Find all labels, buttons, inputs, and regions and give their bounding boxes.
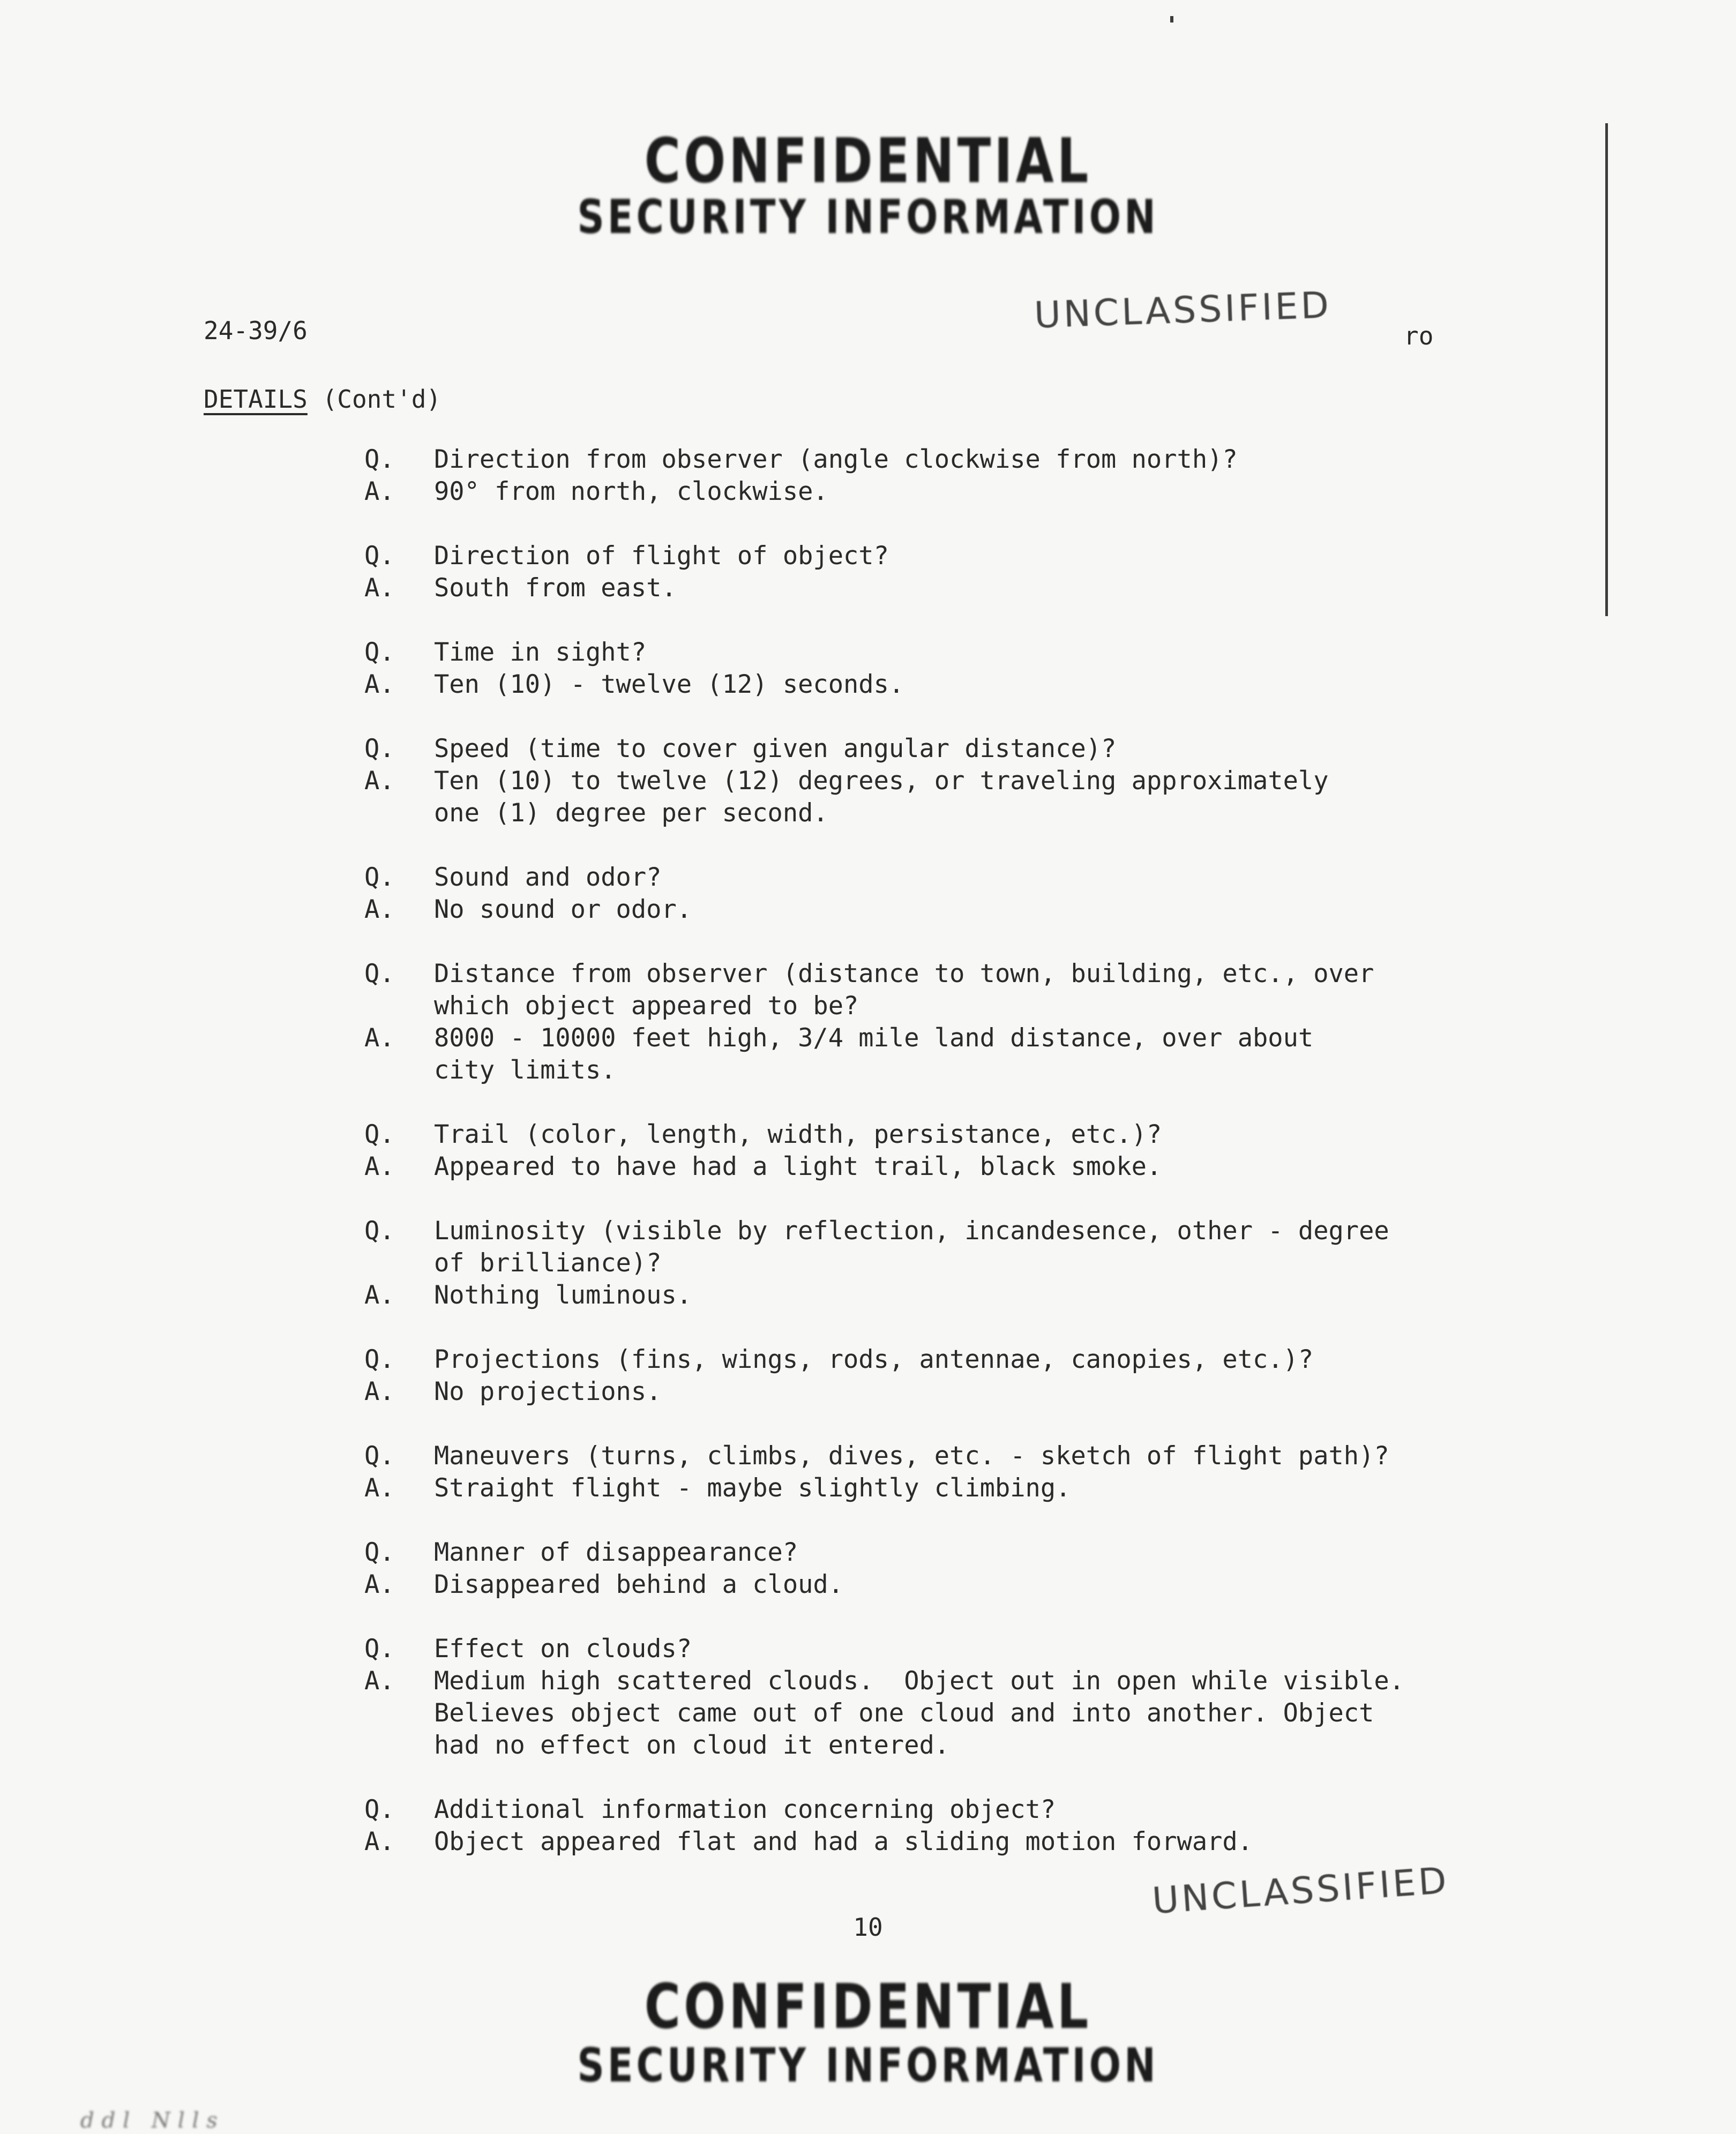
a-label: A. xyxy=(364,670,395,699)
question: Effect on clouds? xyxy=(434,1634,692,1664)
question: Distance from observer (distance to town, building, etc., over xyxy=(434,959,1374,989)
qa-item xyxy=(364,1440,1490,1504)
a-label: A. xyxy=(364,477,395,506)
section-title: DETAILS xyxy=(204,385,308,414)
a-label: A. xyxy=(364,1152,395,1181)
section-heading xyxy=(204,385,441,414)
qa-item xyxy=(364,444,1490,508)
question: Direction of flight of object? xyxy=(434,541,889,571)
qa-item xyxy=(364,1215,1490,1312)
qa-item xyxy=(364,637,1490,701)
qa-list xyxy=(364,444,1490,1890)
q-label: Q. xyxy=(364,1538,395,1567)
question: Additional information concerning object? xyxy=(434,1795,1056,1824)
answer: Straight flight - maybe slightly climbing. xyxy=(434,1473,1071,1503)
a-label: A. xyxy=(364,1377,395,1406)
qa-item xyxy=(364,733,1490,829)
answer: Ten (10) to twelve (12) degrees, or traveling approximately xyxy=(434,766,1329,796)
qa-item xyxy=(364,1794,1490,1858)
unclassified-marking-top: UNCLASSIFIED xyxy=(1033,284,1333,337)
question: Trail (color, length, width, persistance, etc.)? xyxy=(434,1120,1162,1149)
a-label: A. xyxy=(364,1281,395,1310)
answer-continued: had no effect on cloud it entered. xyxy=(434,1731,950,1760)
question: Luminosity (visible by reflection, incandesence, other - degree xyxy=(434,1216,1389,1246)
answer: No projections. xyxy=(434,1377,662,1406)
q-label: Q. xyxy=(364,1120,395,1149)
question: Speed (time to cover given angular distance)? xyxy=(434,734,1117,763)
answer-continued: Believes object came out of one cloud and into another. Object xyxy=(434,1698,1374,1728)
answer-continued: one (1) degree per second. xyxy=(434,798,828,828)
qa-item xyxy=(364,862,1490,926)
security-information-stamp-bottom: SECURITY INFORMATION xyxy=(577,2038,1159,2093)
a-label: A. xyxy=(364,573,395,603)
qa-item xyxy=(364,1633,1490,1762)
confidential-stamp-bottom: CONFIDENTIAL xyxy=(644,1971,1092,2043)
answer: Appeared to have had a light trail, black smoke. xyxy=(434,1152,1162,1181)
scan-mark xyxy=(1170,16,1173,23)
answer: Ten (10) - twelve (12) seconds. xyxy=(434,670,904,699)
a-label: A. xyxy=(364,1023,395,1053)
q-label: Q. xyxy=(364,541,395,571)
q-label: Q. xyxy=(364,445,395,474)
q-label: Q. xyxy=(364,1795,395,1824)
question: Maneuvers (turns, climbs, dives, etc. - sketch of flight path)? xyxy=(434,1441,1389,1471)
security-information-stamp-top: SECURITY INFORMATION xyxy=(577,189,1159,245)
answer: Medium high scattered clouds. Object out in open while visible. xyxy=(434,1666,1404,1696)
a-label: A. xyxy=(364,1570,395,1599)
qa-item xyxy=(364,1119,1490,1183)
qa-item xyxy=(364,540,1490,604)
question: Direction from observer (angle clockwise from north)? xyxy=(434,445,1238,474)
qa-item xyxy=(364,1344,1490,1408)
answer: 90° from north, clockwise. xyxy=(434,477,828,506)
answer: No sound or odor. xyxy=(434,895,692,924)
question: Manner of disappearance? xyxy=(434,1538,798,1567)
q-label: Q. xyxy=(364,863,395,892)
a-label: A. xyxy=(364,1827,395,1856)
a-label: A. xyxy=(364,895,395,924)
unclassified-marking-bottom: UNCLASSIFIED xyxy=(1150,1859,1451,1923)
q-label: Q. xyxy=(364,959,395,989)
question-continued: of brilliance)? xyxy=(434,1248,662,1278)
answer: Object appeared flat and had a sliding motion forward. xyxy=(434,1827,1253,1856)
qa-item xyxy=(364,958,1490,1087)
q-label: Q. xyxy=(364,638,395,667)
q-label: Q. xyxy=(364,1634,395,1664)
question-continued: which object appeared to be? xyxy=(434,991,859,1021)
answer: Nothing luminous. xyxy=(434,1281,692,1310)
q-label: Q. xyxy=(364,1216,395,1246)
answer-continued: city limits. xyxy=(434,1055,616,1085)
q-label: Q. xyxy=(364,1345,395,1374)
answer: Disappeared behind a cloud. xyxy=(434,1570,844,1599)
page-number: 10 xyxy=(853,1913,883,1942)
confidential-stamp-top: CONFIDENTIAL xyxy=(644,125,1092,197)
typist-initials: ro xyxy=(1404,321,1434,350)
question: Projections (fins, wings, rods, antennae, canopies, etc.)? xyxy=(434,1345,1314,1374)
answer: 8000 - 10000 feet high, 3/4 mile land distance, over about xyxy=(434,1023,1314,1053)
file-number: 24-39/6 xyxy=(204,316,308,345)
answer: South from east. xyxy=(434,573,677,603)
handwritten-mark: ddl Nlls xyxy=(80,2108,225,2133)
q-label: Q. xyxy=(364,734,395,763)
a-label: A. xyxy=(364,766,395,796)
a-label: A. xyxy=(364,1473,395,1503)
question: Time in sight? xyxy=(434,638,647,667)
a-label: A. xyxy=(364,1666,395,1696)
section-continuation: (Cont'd) xyxy=(322,385,442,414)
question: Sound and odor? xyxy=(434,863,662,892)
q-label: Q. xyxy=(364,1441,395,1471)
qa-item xyxy=(364,1537,1490,1601)
